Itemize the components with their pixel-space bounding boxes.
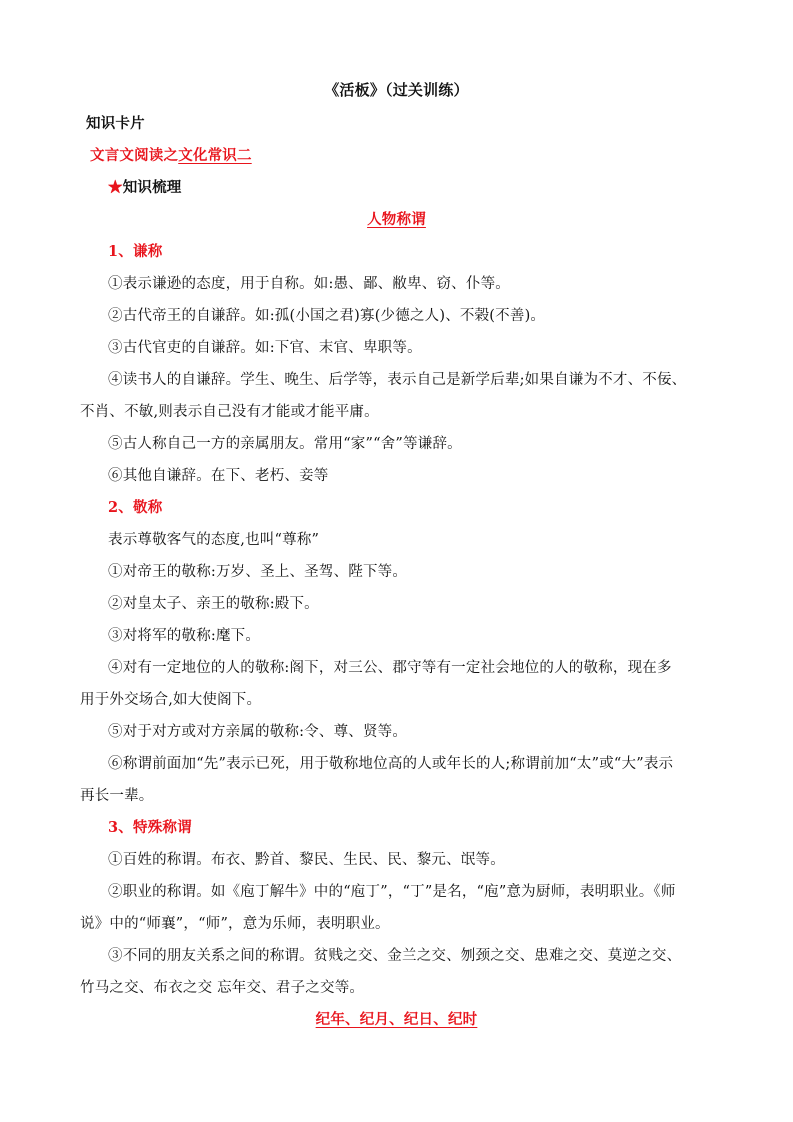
jing-item-2: ②对皇太子、亲王的敬称:殿下。 bbox=[108, 596, 319, 612]
section-heading-underlined: 文化常识二 bbox=[178, 147, 252, 164]
knowledge-label bbox=[108, 178, 182, 198]
qian-item-5: ⑤古人称自己一方的亲属朋友。常用“家”“舍”等谦辞。 bbox=[108, 436, 462, 452]
jing-intro: 表示尊敬客气的态度,也叫“尊称” bbox=[108, 532, 320, 548]
card-label: 知识卡片 bbox=[86, 115, 145, 132]
jing-item-3: ③对将军的敬称:麾下。 bbox=[108, 628, 261, 644]
jing-item-5: ⑤对于对方或对方亲属的敬称:令、尊、贤等。 bbox=[108, 724, 408, 740]
jing-item-4: ④对有一定地位的人的敬称:阁下，对三公、郡守等有一定社会地位的人的敬称，现在多 bbox=[108, 660, 672, 676]
topic-heading-calendar: 纪年、纪月、纪日、纪时 bbox=[315, 1011, 478, 1028]
jing-item-1: ①对帝王的敬称:万岁、圣上、圣驾、陛下等。 bbox=[108, 564, 408, 580]
topic-heading-titles: 人物称谓 bbox=[367, 211, 426, 228]
knowledge-label-rest: 知识梳理 bbox=[122, 179, 182, 196]
special-item-3-cont: 竹马之交、布衣之交 忘年交、君子之交等。 bbox=[80, 980, 365, 996]
qian-item-2: ②古代帝王的自谦辞。如:孤(小国之君)寡(少德之人)、不榖(不善)。 bbox=[108, 308, 546, 324]
star-icon: ★ bbox=[108, 179, 123, 196]
jing-item-4-cont: 用于外交场合,如大使阁下。 bbox=[80, 692, 262, 708]
special-heading: 3、特殊称谓 bbox=[108, 819, 192, 836]
qian-item-4-cont: 不肖、不敏,则表示自己没有才能或才能平庸。 bbox=[80, 404, 379, 420]
qian-item-3: ③古代官吏的自谦辞。如:下官、末官、卑职等。 bbox=[108, 340, 422, 356]
knowledge-label-text bbox=[108, 179, 182, 196]
qian-item-6: ⑥其他自谦辞。在下、老朽、妾等 bbox=[108, 468, 329, 484]
special-item-1: ①百姓的称谓。布衣、黔首、黎民、生民、民、黎元、氓等。 bbox=[108, 852, 505, 868]
section-heading bbox=[90, 146, 252, 166]
special-item-3: ③不同的朋友关系之间的称谓。贫贱之交、金兰之交、刎颈之交、患难之交、莫逆之交、 bbox=[108, 948, 682, 964]
qian-heading: 1、谦称 bbox=[108, 243, 163, 260]
jing-item-6-cont: 再长一辈。 bbox=[80, 788, 154, 804]
page-title: 《活板》（过关训练） bbox=[324, 81, 469, 99]
jing-item-6: ⑥称谓前面加“先”表示已死，用于敬称地位高的人或年长的人;称谓前加“太”或“大”表示 bbox=[108, 756, 674, 772]
qian-item-1: ①表示谦逊的态度，用于自称。如:愚、鄙、敝卑、窃、仆等。 bbox=[108, 276, 510, 292]
special-item-2-cont: 说》中的“师襄”，“师”，意为乐师，表明职业。 bbox=[80, 916, 390, 932]
jing-heading: 2、敬称 bbox=[108, 499, 163, 516]
qian-item-4: ④读书人的自谦辞。学生、晚生、后学等，表示自己是新学后辈;如果自谦为不才、不佞、 bbox=[108, 372, 687, 388]
special-item-2: ②职业的称谓。如《庖丁解牛》中的“庖丁”，“丁”是名，“庖”意为厨师，表明职业。《师 bbox=[108, 884, 676, 900]
section-heading-prefix: 文言文阅读之 bbox=[90, 147, 179, 164]
